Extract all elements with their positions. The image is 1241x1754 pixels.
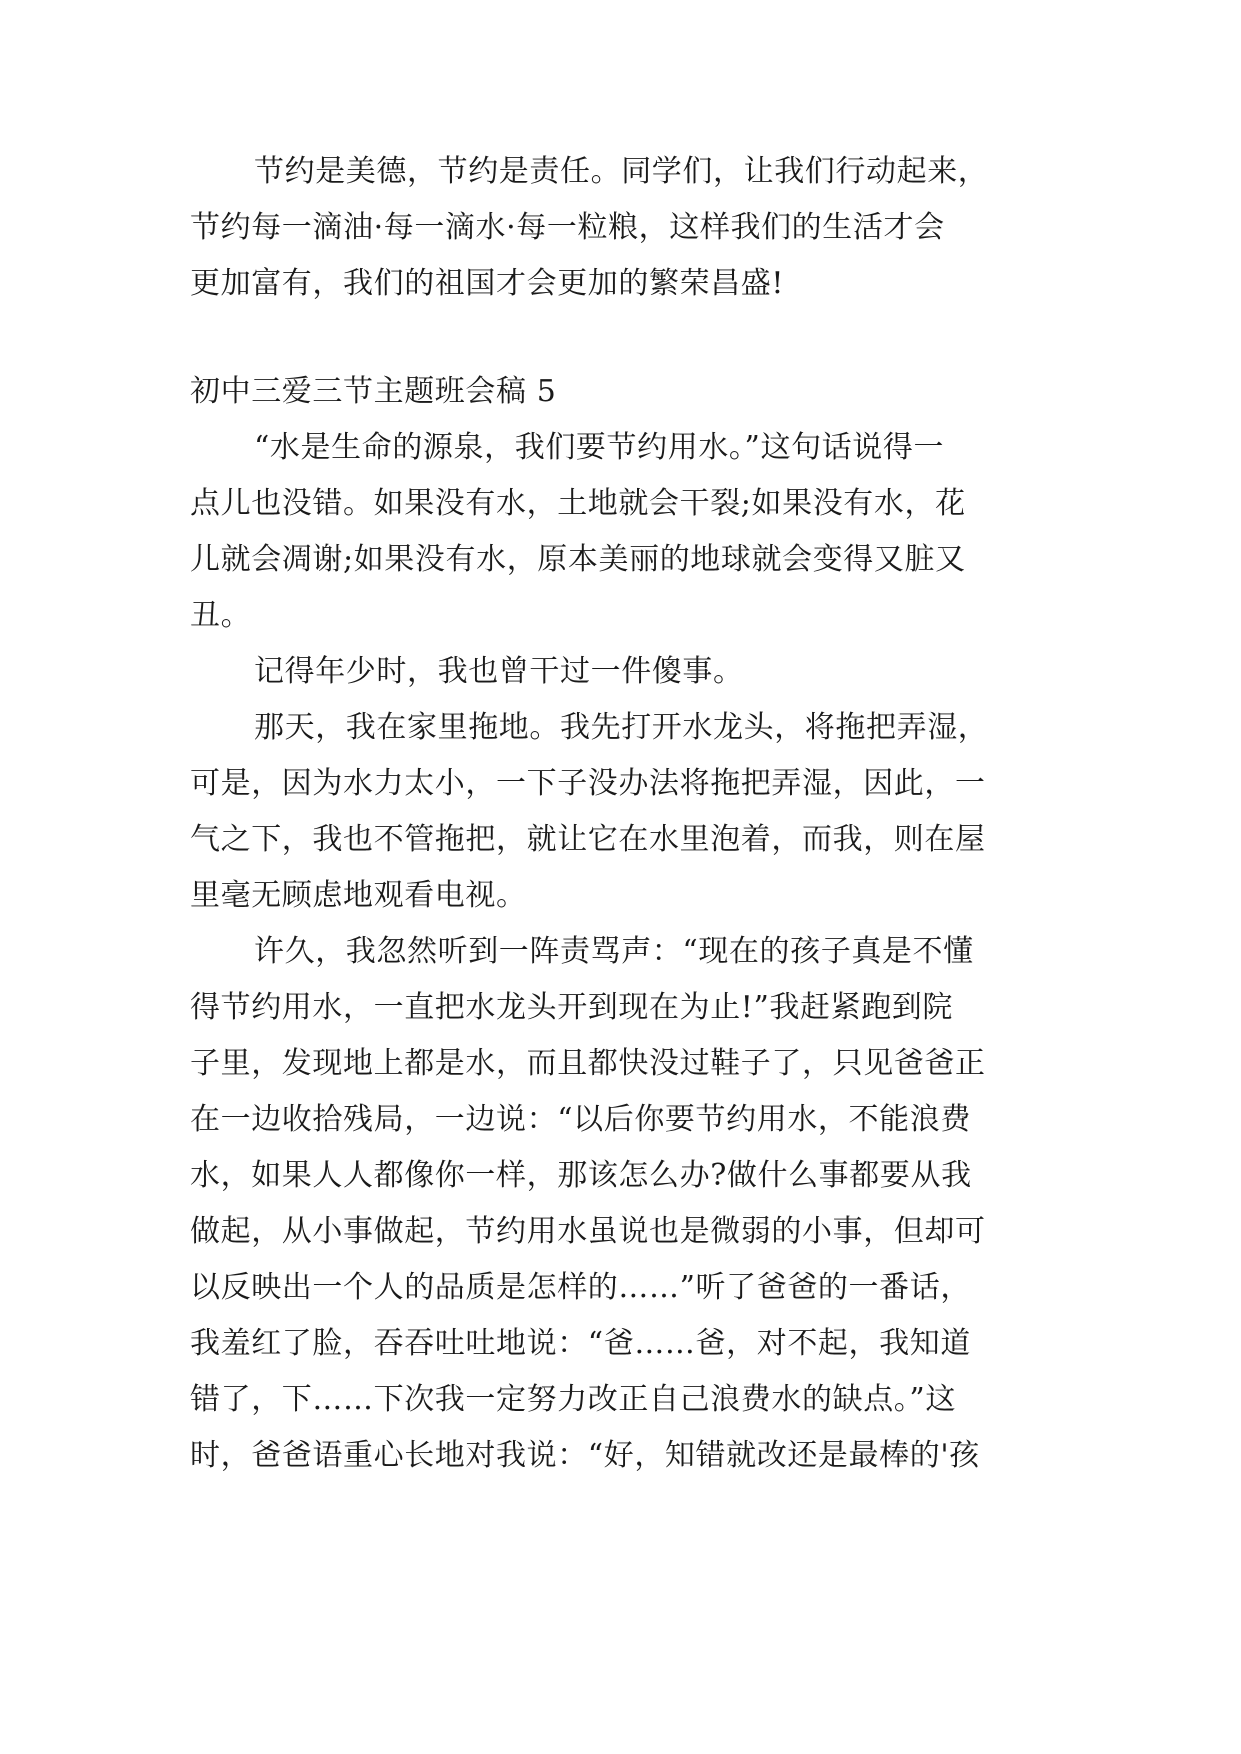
text-line: 记得年少时，我也曾干过一件傻事。: [254, 654, 744, 689]
text-line: 得节约用水，一直把水龙头开到现在为止!”我赶紧跑到院: [190, 990, 953, 1025]
text-line: 子里，发现地上都是水，而且都快没过鞋子了，只见爸爸正: [190, 1046, 986, 1081]
text-line: 那天，我在家里拖地。我先打开水龙头，将拖把弄湿，: [254, 710, 989, 745]
text-line: 在一边收拾残局，一边说：“以后你要节约用水，不能浪费: [190, 1102, 971, 1137]
text-line: 我羞红了脸，吞吞吐吐地说：“爸……爸，对不起，我知道: [190, 1326, 971, 1361]
text-line: 丑。: [190, 598, 252, 633]
text-line: 做起，从小事做起，节约用水虽说也是微弱的小事，但却可: [190, 1214, 986, 1249]
text-line: “水是生命的源泉，我们要节约用水。”这句话说得一: [254, 430, 945, 465]
text-line: 水，如果人人都像你一样，那该怎么办?做什么事都要从我: [190, 1158, 972, 1193]
text-line: 节约是美德，节约是责任。同学们，让我们行动起来，: [254, 154, 989, 189]
text-line: 里毫无顾虑地观看电视。: [190, 878, 527, 913]
section-heading: 初中三爱三节主题班会稿 5: [190, 374, 557, 409]
text-line: 许久，我忽然听到一阵责骂声：“现在的孩子真是不懂: [254, 934, 974, 969]
text-line: 气之下，我也不管拖把，就让它在水里泡着，而我，则在屋: [190, 822, 986, 857]
text-line: 更加富有，我们的祖国才会更加的繁荣昌盛!: [190, 266, 785, 301]
text-line: 点儿也没错。如果没有水，土地就会干裂;如果没有水，花: [190, 486, 966, 521]
text-line: 儿就会凋谢;如果没有水，原本美丽的地球就会变得又脏又: [190, 542, 966, 577]
text-line: 可是，因为水力太小，一下子没办法将拖把弄湿，因此，一: [190, 766, 986, 801]
text-line: 时，爸爸语重心长地对我说：“好，知错就改还是最棒的'孩: [190, 1438, 980, 1473]
text-line: 错了，下……下次我一定努力改正自己浪费水的缺点。”这: [190, 1382, 956, 1417]
text-line: 以反映出一个人的品质是怎样的……”听了爸爸的一番话，: [190, 1270, 971, 1305]
text-line: 节约每一滴油·每一滴水·每一粒粮，这样我们的生活才会: [190, 210, 945, 245]
